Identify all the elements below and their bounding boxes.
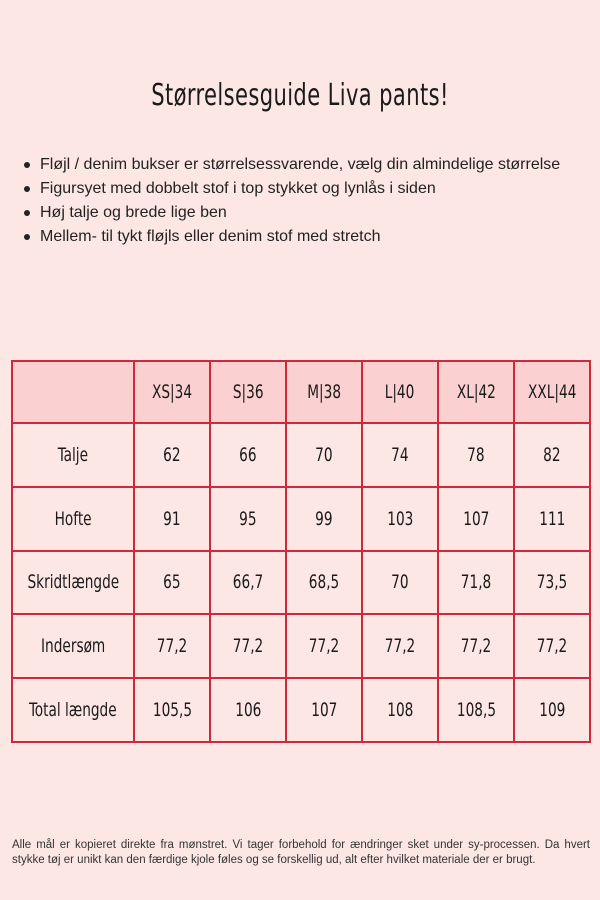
list-item: Høj talje og brede lige ben <box>20 201 560 225</box>
header-cell-empty <box>12 361 134 423</box>
table-cell: 73,5 <box>514 551 590 615</box>
table-cell: 77,2 <box>286 614 362 678</box>
page-title: Størrelsesguide Liva pants! <box>151 78 449 114</box>
header-cell-size: S|36 <box>210 361 286 423</box>
table-cell: 111 <box>514 487 590 551</box>
table-cell: 78 <box>438 423 514 487</box>
table-cell: 107 <box>286 678 362 742</box>
table-cell: 65 <box>134 551 210 615</box>
table-cell: 95 <box>210 487 286 551</box>
feature-list <box>20 153 560 249</box>
table-cell: 68,5 <box>286 551 362 615</box>
list-item: Figursyet med dobbelt stof i top stykket og lynlås i siden <box>20 177 560 201</box>
table-cell: 70 <box>286 423 362 487</box>
table-cell: 66,7 <box>210 551 286 615</box>
table-cell: 91 <box>134 487 210 551</box>
table-cell: 105,5 <box>134 678 210 742</box>
table-cell: 74 <box>362 423 438 487</box>
list-item: Fløjl / denim bukser er størrelsessvarende, vælg din almindelige størrelse <box>20 153 560 177</box>
header-cell-size: M|38 <box>286 361 362 423</box>
table-row <box>12 551 590 615</box>
table-cell: 77,2 <box>210 614 286 678</box>
table-cell: 106 <box>210 678 286 742</box>
table-cell: 107 <box>438 487 514 551</box>
table-cell: 109 <box>514 678 590 742</box>
row-label: Skridtlængde <box>12 551 134 615</box>
table-row <box>12 678 590 742</box>
row-label: Hofte <box>12 487 134 551</box>
table-cell: 99 <box>286 487 362 551</box>
table-cell: 103 <box>362 487 438 551</box>
table-cell: 77,2 <box>134 614 210 678</box>
row-label: Talje <box>12 423 134 487</box>
table-cell: 71,8 <box>438 551 514 615</box>
table-row <box>12 423 590 487</box>
table-cell: 77,2 <box>438 614 514 678</box>
table-cell: 62 <box>134 423 210 487</box>
table-cell: 108 <box>362 678 438 742</box>
table-row <box>12 614 590 678</box>
table-header-row <box>12 361 590 423</box>
list-item: Mellem- til tykt fløjls eller denim stof med stretch <box>20 225 560 249</box>
size-table <box>11 360 591 743</box>
header-cell-size: XS|34 <box>134 361 210 423</box>
table-cell: 82 <box>514 423 590 487</box>
row-label: Indersøm <box>12 614 134 678</box>
table-cell: 77,2 <box>362 614 438 678</box>
header-cell-size: L|40 <box>362 361 438 423</box>
disclaimer-text: Alle mål er kopieret direkte fra mønstret. Vi tager forbehold for ændringer sket under sy-processen. Da hvert stykke tøj er unikt kan den færdige kjole føles og se forskellig ud, alt efter hvilket materiale der er brugt. <box>12 838 590 866</box>
header-cell-size: XXL|44 <box>514 361 590 423</box>
row-label: Total længde <box>12 678 134 742</box>
table-cell: 77,2 <box>514 614 590 678</box>
table-row <box>12 487 590 551</box>
header-cell-size: XL|42 <box>438 361 514 423</box>
table-cell: 66 <box>210 423 286 487</box>
table-cell: 108,5 <box>438 678 514 742</box>
table-cell: 70 <box>362 551 438 615</box>
